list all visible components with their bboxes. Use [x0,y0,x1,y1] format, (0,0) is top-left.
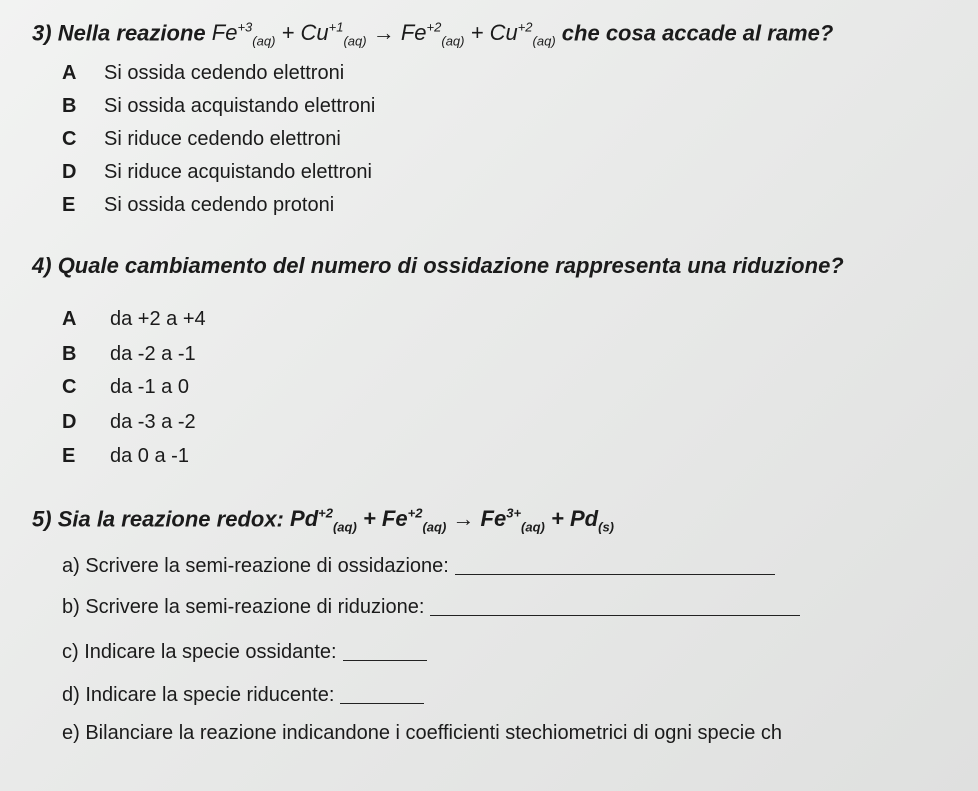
eq3-arrow: → [372,20,395,46]
answer-blank[interactable] [340,702,424,704]
eq5-reactant-2-state: (aq) [422,519,447,535]
option-letter: D [62,411,77,433]
q4-option-a[interactable] [62,308,206,331]
option-text: Si riduce cedendo elettroni [104,128,341,150]
question-4-title [32,253,844,279]
q5-item-e [62,722,782,745]
eq3-product-1-charge: +2 [426,20,442,35]
eq3-reactant-1: Fe [211,20,238,46]
eq3-plus-1: + [281,20,295,46]
option-letter: A [62,62,77,84]
item-label: a) Scrivere la semi-reazione di ossidazione: [62,555,449,577]
option-letter: B [62,95,77,117]
option-text: Si ossida cedendo protoni [104,194,335,216]
eq3-product-1-state: (aq) [441,33,465,49]
eq3-product-1: Fe [400,20,427,46]
eq5-product-1-state: (aq) [521,519,545,535]
question-3-suffix: che cosa accade al rame? [561,20,834,46]
option-text: Si ossida cedendo elettroni [104,62,345,84]
option-letter: E [62,194,76,216]
answer-blank[interactable] [455,573,775,575]
eq5-product-1: Fe [480,506,507,532]
q5-item-a [62,555,775,578]
question-5-number: 5) [32,506,52,532]
eq5-product-1-charge: 3+ [506,506,522,521]
eq3-reactant-2: Cu [300,20,329,46]
eq3-reactant-1-state: (aq) [252,33,276,49]
question-4-text: Quale cambiamento del numero di ossidazione rappresenta una riduzione? [57,253,844,278]
option-text: da -1 a 0 [110,376,189,398]
q4-option-e[interactable] [62,445,189,468]
q3-option-c[interactable] [62,128,341,151]
eq3-product-2: Cu [489,20,518,46]
q5-item-d [62,684,424,707]
eq5-product-2-state: (s) [598,519,615,535]
question-3-equation [211,20,562,49]
eq5-reactant-1-state: (aq) [332,519,357,535]
q4-option-b[interactable] [62,343,196,366]
question-3-number: 3) [32,20,52,46]
eq3-reactant-1-charge: +3 [237,20,253,35]
option-letter: D [62,161,77,183]
eq5-plus-2: + [551,506,564,532]
option-text: da -3 a -2 [110,411,196,433]
eq5-plus-1: + [362,506,376,532]
eq3-plus-2: + [470,20,484,46]
question-5-prefix: Sia la reazione redox: [57,506,284,532]
option-text: Si riduce acquistando elettroni [104,161,372,183]
q3-option-b[interactable] [62,95,375,118]
option-letter: A [62,308,77,330]
eq5-reactant-1-charge: +2 [318,506,333,521]
question-5-equation [290,506,615,535]
option-letter: C [62,376,77,398]
option-text: Si ossida acquistando elettroni [104,95,376,117]
option-letter: E [62,445,76,467]
q3-option-e[interactable] [62,194,334,217]
q4-option-d[interactable] [62,411,196,434]
eq3-reactant-2-charge: +1 [328,20,344,35]
option-text: da 0 a -1 [110,445,189,467]
q3-option-d[interactable] [62,161,372,184]
q5-item-c [62,641,427,664]
eq3-reactant-2-state: (aq) [343,33,367,49]
option-letter: B [62,343,77,365]
item-label: b) Scrivere la semi-reazione di riduzione: [62,596,425,618]
eq5-arrow: → [452,506,475,532]
question-3-title [32,20,833,49]
eq5-reactant-1: Pd [290,506,319,532]
eq3-product-2-state: (aq) [532,33,556,49]
eq5-product-2: Pd [570,506,599,532]
question-3-prefix: Nella reazione [57,20,206,46]
eq5-reactant-2: Fe [381,506,408,532]
option-text: da -2 a -1 [110,343,196,365]
item-label: e) Bilanciare la reazione indicandone i coefficienti stechiometrici di ogni specie ch [62,722,783,744]
answer-blank[interactable] [343,659,427,661]
q3-option-a[interactable] [62,62,344,85]
q4-option-c[interactable] [62,376,189,399]
eq3-product-2-charge: +2 [517,20,533,35]
q5-item-b [62,596,800,619]
option-text: da +2 a +4 [110,308,206,330]
option-letter: C [62,128,77,150]
item-label: d) Indicare la specie riducente: [62,684,335,706]
answer-blank[interactable] [430,614,800,616]
question-5-title [32,506,614,535]
item-label: c) Indicare la specie ossidante: [62,641,337,663]
question-4-number: 4) [32,253,52,278]
eq5-reactant-2-charge: +2 [407,506,423,521]
